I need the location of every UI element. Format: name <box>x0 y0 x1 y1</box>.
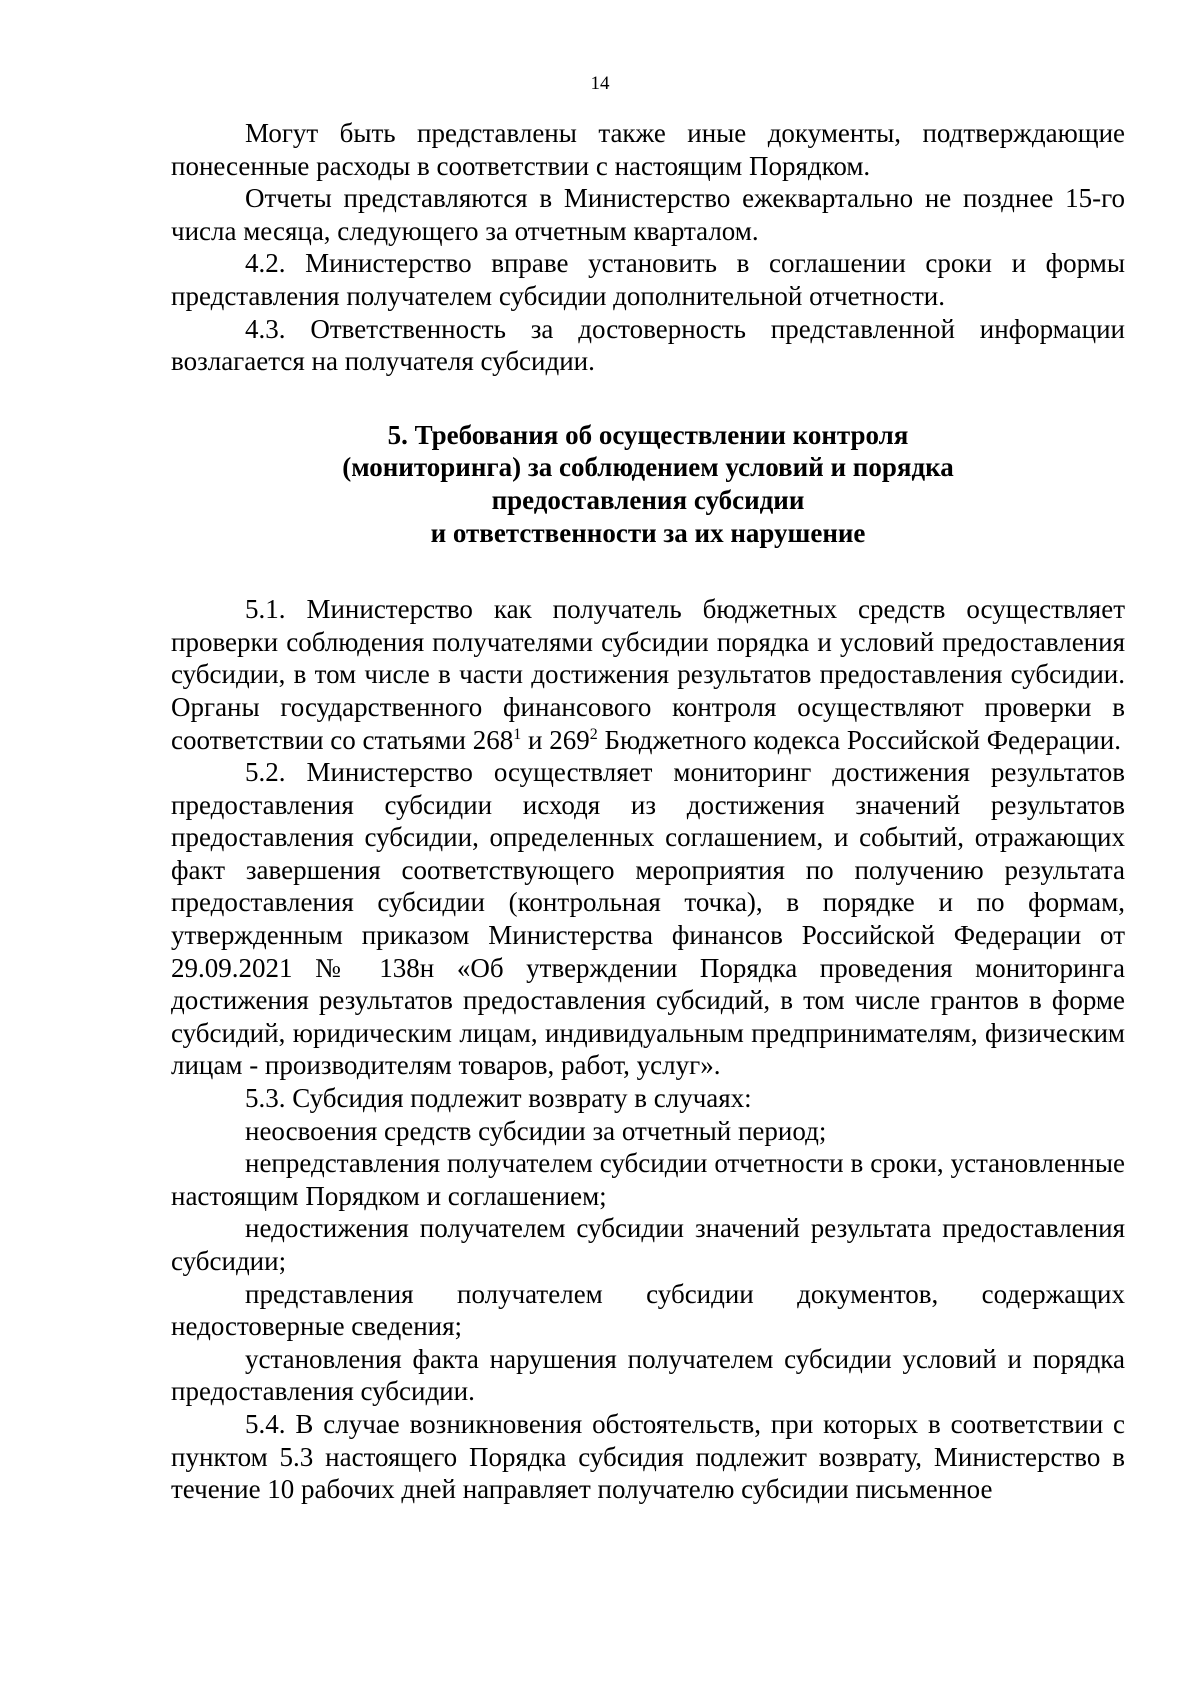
paragraph-5-1-text: 5.1. Министерство как получатель бюджетных средств осуществляет проверки соблюдения получателями субсидии порядка и условий предоставления субсидии, в том числе в части достижения результатов предоставления субсидии. Органы государственного финансового контроля осуществляют проверки в соответствии со статьями 268 <box>171 594 1125 755</box>
heading-line: 5. Требования об осуществлении контроля <box>387 419 909 450</box>
list-item-return-case: установления факта нарушения получателем субсидии условий и порядка предоставления субсидии. <box>171 1343 1125 1407</box>
list-item-return-case: представления получателем субсидии документов, содержащих недостоверные сведения; <box>171 1278 1125 1342</box>
paragraph-reports-quarterly: Отчеты представляются в Министерство ежеквартально не позднее 15-го числа месяца, следующего за отчетным кварталом. <box>171 183 1125 246</box>
list-item-return-case: неосвоения средств субсидии за отчетный период; <box>245 1115 827 1146</box>
list-item-return-case: непредставления получателем субсидии отчетности в сроки, установленные настоящим Порядком и соглашением; <box>171 1148 1125 1211</box>
paragraph-5-4: 5.4. В случае возникновения обстоятельств, при которых в соответствии с пунктом 5.3 настоящего Порядка субсидия подлежит возврату, Министерство в течение 10 рабочих дней направляет получателю субсидии письменное <box>171 1408 1125 1505</box>
section-5-heading <box>171 419 1125 549</box>
paragraph-5-3: 5.3. Субсидия подлежит возврату в случаях: <box>245 1083 752 1114</box>
footnote-superscript: 2 <box>589 725 598 743</box>
paragraph-other-documents: Могут быть представлены также иные документы, подтверждающие понесенные расходы в соответствии с настоящим Порядком. <box>171 118 1125 181</box>
document-body <box>171 117 1125 1506</box>
paragraph-5-1-text: Бюджетного кодекса Российской Федерации. <box>597 724 1121 755</box>
paragraph-5-1 <box>171 593 1125 756</box>
paragraph-5-2: 5.2. Министерство осуществляет мониторинг достижения результатов предоставления субсидии исходя из достижения значений результатов предоставления субсидии, определенных соглашением, и событий, отражающих факт завершения соответствующего мероприятия по получению результата предоставления субсидии (контрольная точка), в порядке и по формам, утвержденным приказом Министерства финансов Российской Федерации от 29.09.2021 № 138н «Об утверждении Порядка проведения мониторинга достижения результатов предоставления субсидий, в том числе грантов в форме субсидий, юридическим лицам, индивидуальным предпринимателям, физическим лицам - производителям товаров, работ, услуг». <box>171 757 1125 1081</box>
list-item-return-case: недостижения получателем субсидии значений результата предоставления субсидии; <box>171 1213 1125 1276</box>
heading-line: и ответственности за их нарушение <box>430 517 866 548</box>
paragraph-5-1-text: и 269 <box>521 724 590 755</box>
heading-line: предоставления субсидии <box>491 484 805 515</box>
paragraph-4-2: 4.2. Министерство вправе установить в соглашении сроки и формы представления получателем субсидии дополнительной отчетности. <box>171 248 1125 311</box>
heading-line: (мониторинга) за соблюдением условий и порядка <box>342 452 954 483</box>
footnote-superscript: 1 <box>513 725 522 743</box>
page-number: 14 <box>590 73 610 94</box>
paragraph-4-3: 4.3. Ответственность за достоверность представленной информации возлагается на получателя субсидии. <box>171 313 1125 377</box>
